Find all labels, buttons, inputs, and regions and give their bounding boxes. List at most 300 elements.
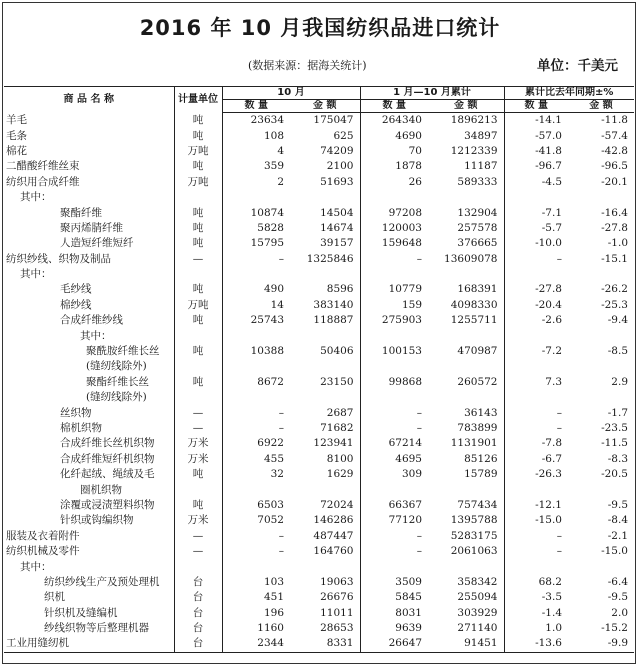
cell-month-qty (222, 267, 290, 282)
table-row (4, 405, 634, 420)
cell-name: 圈机织物 (80, 483, 122, 496)
table-row (4, 113, 634, 129)
cell-month-qty: 451 (222, 590, 290, 605)
cell-yoy-qty: -2.6 (504, 313, 568, 328)
header-month-qty: 数 量 (222, 100, 290, 113)
header-cum-qty: 数 量 (360, 100, 428, 113)
cell-unit: — (174, 421, 222, 436)
cell-unit: 台 (174, 590, 222, 605)
cell-name: 化纤起绒、绳绒及毛 (60, 468, 155, 481)
cell-cum-qty: 26 (360, 175, 428, 190)
cell-unit: 吨 (174, 221, 222, 236)
cell-cum-amount: 783899 (457, 422, 498, 434)
cell-cum-qty (360, 190, 428, 205)
cell-yoy-qty: -7.8 (504, 436, 568, 451)
cell-yoy-amount: -9.9 (568, 636, 634, 652)
cell-cum-amount: 34897 (464, 129, 498, 142)
cell-cum-qty: 67214 (360, 436, 428, 451)
cell-cum-amount (428, 559, 504, 574)
table-row (4, 190, 634, 205)
cell-cum-amount: 260572 (457, 375, 498, 388)
header-yoy-amount: 金 额 (568, 100, 634, 113)
cell-yoy-qty: – (504, 421, 568, 436)
cell-yoy-qty: -12.1 (504, 498, 568, 513)
cell-unit: 万米 (174, 436, 222, 451)
cell-cum-amount: 470987 (457, 345, 498, 358)
cell-cum-amount: 1131901 (450, 437, 498, 450)
cell-cum-amount (428, 190, 504, 205)
cell-yoy-qty (504, 559, 568, 574)
cell-cum-amount: 15789 (464, 468, 498, 481)
cell-name: 其中： (20, 560, 52, 573)
cell-unit (174, 482, 222, 497)
cell-yoy-qty: – (504, 405, 568, 420)
cell-yoy-amount: -27.8 (601, 221, 628, 234)
cell-unit: — (174, 252, 222, 267)
cell-name: 聚酯纤维长丝 (86, 375, 149, 388)
cell-cum-amount (428, 390, 504, 405)
cell-unit: 万吨 (174, 175, 222, 190)
cell-month-amount: 72024 (320, 498, 354, 511)
cell-month-qty: 196 (222, 606, 290, 621)
table-row (4, 436, 634, 451)
cell-month-amount (290, 328, 360, 343)
cell-cum-amount: 1395788 (450, 514, 498, 527)
cell-cum-amount (428, 359, 504, 374)
cell-name: 合成纤维长丝机织物 (60, 437, 155, 450)
cell-yoy-amount (568, 390, 634, 405)
cell-month-amount (290, 267, 360, 282)
cell-cum-qty: 5845 (360, 590, 428, 605)
cell-cum-qty: – (360, 544, 428, 559)
cell-month-amount: 26676 (320, 591, 354, 604)
cell-month-amount: 14674 (320, 221, 354, 234)
table-row (4, 498, 634, 513)
cell-month-amount: 23150 (320, 375, 354, 388)
cell-yoy-qty: -96.7 (504, 159, 568, 174)
cell-cum-amount: 5283175 (450, 529, 498, 542)
cell-yoy-amount: -15.0 (601, 545, 628, 558)
cell-month-qty: 25743 (222, 313, 290, 328)
cell-yoy-amount: -9.4 (607, 314, 628, 327)
cell-yoy-qty: -57.0 (504, 128, 568, 143)
cell-unit: — (174, 529, 222, 544)
cell-unit: 吨 (174, 282, 222, 297)
cell-yoy-qty: – (504, 529, 568, 544)
cell-month-qty: 1160 (222, 621, 290, 636)
cell-month-amount: 487447 (313, 529, 354, 542)
cell-yoy-amount (568, 359, 634, 374)
cell-cum-qty: 4695 (360, 452, 428, 467)
cell-unit: 吨 (174, 375, 222, 390)
cell-month-amount (290, 190, 360, 205)
cell-month-qty: – (222, 421, 290, 436)
table-row (4, 606, 634, 621)
cell-name: 织机 (44, 591, 65, 604)
table-row (4, 421, 634, 436)
table-row (4, 313, 634, 328)
cell-unit: 吨 (174, 236, 222, 251)
cell-yoy-amount: -1.0 (607, 237, 628, 250)
cell-name: 其中： (20, 191, 52, 204)
cell-cum-qty: 159 (360, 298, 428, 313)
cell-unit: 吨 (174, 467, 222, 482)
cell-cum-qty (360, 390, 428, 405)
cell-cum-amount (428, 267, 504, 282)
cell-cum-amount: 376665 (457, 237, 498, 250)
cell-yoy-amount (568, 482, 634, 497)
table-row (4, 621, 634, 636)
cell-month-amount: 146286 (313, 514, 354, 527)
cell-name: (缝纫线除外) (86, 391, 147, 404)
cell-yoy-qty: 68.2 (504, 575, 568, 590)
cell-yoy-qty: -5.7 (504, 221, 568, 236)
cell-unit: 吨 (174, 205, 222, 220)
cell-cum-amount: 85126 (464, 452, 498, 465)
cell-unit: 吨 (174, 113, 222, 129)
cell-yoy-qty (504, 390, 568, 405)
cell-month-amount (290, 482, 360, 497)
cell-month-amount: 8100 (326, 452, 354, 465)
cell-yoy-qty: -7.2 (504, 344, 568, 359)
cell-cum-qty: 77120 (360, 513, 428, 528)
cell-unit: 吨 (174, 344, 222, 359)
cell-month-amount: 383140 (313, 298, 354, 311)
cell-month-qty: 8672 (222, 375, 290, 390)
cell-unit: 吨 (174, 498, 222, 513)
cell-month-qty: – (222, 252, 290, 267)
cell-month-qty: 23634 (222, 113, 290, 129)
cell-cum-qty: 26647 (360, 636, 428, 652)
cell-yoy-qty (504, 267, 568, 282)
cell-month-amount: 2100 (326, 160, 354, 173)
cell-yoy-amount (568, 267, 634, 282)
cell-month-qty: 108 (222, 128, 290, 143)
cell-unit: 台 (174, 606, 222, 621)
cell-name: 纱线织物等后整理机器 (44, 622, 149, 635)
cell-month-amount: 1325846 (306, 252, 354, 265)
header-cumulative: 1 月—10 月累计 (360, 87, 504, 100)
header-name: 商 品 名 称 (4, 87, 174, 113)
cell-yoy-amount: -26.2 (601, 283, 628, 296)
cell-month-amount: 28653 (320, 622, 354, 635)
cell-name: 聚丙烯腈纤维 (60, 221, 123, 234)
cell-yoy-amount: -25.3 (601, 298, 628, 311)
cell-yoy-qty: -7.1 (504, 205, 568, 220)
cell-cum-qty (360, 359, 428, 374)
cell-cum-amount: 2061063 (450, 545, 498, 558)
cell-yoy-qty: -27.8 (504, 282, 568, 297)
cell-yoy-qty: -14.1 (504, 113, 568, 129)
cell-cum-amount: 91451 (428, 636, 504, 652)
table-row (4, 267, 634, 282)
cell-cum-amount: 1212339 (450, 144, 498, 157)
cell-yoy-qty: -20.4 (504, 298, 568, 313)
table-row (4, 559, 634, 574)
cell-month-qty: 10874 (222, 205, 290, 220)
table-row (4, 298, 634, 313)
cell-month-amount: 74209 (320, 144, 354, 157)
cell-yoy-amount: -9.5 (607, 591, 628, 604)
cell-yoy-amount: -15.1 (601, 252, 628, 265)
cell-month-qty: 2344 (222, 636, 290, 652)
cell-yoy-amount: -16.4 (601, 206, 628, 219)
cell-cum-qty: 120003 (360, 221, 428, 236)
cell-month-amount: 50406 (320, 345, 354, 358)
cell-yoy-qty: -26.3 (504, 467, 568, 482)
cell-yoy-amount: -6.4 (607, 575, 628, 588)
cell-month-qty: 455 (222, 452, 290, 467)
cell-cum-amount: 303929 (457, 606, 498, 619)
table-row (4, 159, 634, 174)
cell-cum-qty (360, 328, 428, 343)
cell-month-qty (222, 559, 290, 574)
table-row (4, 544, 634, 559)
cell-cum-qty: – (360, 529, 428, 544)
cell-cum-amount: 1255711 (450, 314, 498, 327)
cell-month-amount: 2687 (326, 406, 354, 419)
cell-month-qty: 490 (222, 282, 290, 297)
cell-cum-amount (428, 328, 504, 343)
cell-cum-qty: 1878 (360, 159, 428, 174)
cell-month-amount: 19063 (320, 575, 354, 588)
cell-cum-amount: 11187 (464, 160, 498, 173)
cell-yoy-amount: -96.5 (601, 160, 628, 173)
table-row (4, 636, 634, 652)
cell-month-qty: – (222, 405, 290, 420)
cell-unit (174, 390, 222, 405)
cell-name: 棉机织物 (60, 422, 102, 434)
cell-month-amount (290, 559, 360, 574)
header-row-top (4, 87, 634, 100)
cell-cum-qty: – (360, 405, 428, 420)
cell-name: 人造短纤维短纤 (60, 237, 134, 250)
cell-month-amount: 39157 (320, 237, 354, 250)
cell-name: 合成纤维纱线 (60, 314, 123, 327)
cell-month-qty: 4 (222, 144, 290, 159)
cell-unit: — (174, 405, 222, 420)
cell-month-qty: 5828 (222, 221, 290, 236)
cell-cum-qty: 99868 (360, 375, 428, 390)
table-row (4, 375, 634, 390)
cell-name: 毛条 (6, 129, 27, 142)
cell-yoy-amount (568, 328, 634, 343)
unit-label: 单位：千美元 (537, 58, 618, 74)
cell-name: 服装及衣着附件 (6, 529, 80, 542)
header-unit: 计量单位 (174, 87, 222, 113)
table-row (4, 221, 634, 236)
import-statistics-table (4, 86, 634, 653)
cell-unit (174, 328, 222, 343)
cell-name: 工业用缝纫机 (4, 636, 174, 652)
cell-unit (174, 359, 222, 374)
cell-month-qty: 15795 (222, 236, 290, 251)
cell-unit (174, 559, 222, 574)
cell-yoy-qty: 1.0 (504, 621, 568, 636)
cell-name: 聚酯纤维 (60, 206, 102, 219)
cell-month-qty (222, 390, 290, 405)
cell-yoy-qty: -6.7 (504, 452, 568, 467)
cell-cum-amount: 757434 (457, 498, 498, 511)
cell-month-amount (290, 390, 360, 405)
table-row (4, 128, 634, 143)
cell-month-qty (222, 190, 290, 205)
cell-yoy-qty: -1.4 (504, 606, 568, 621)
header-yoy-qty: 数 量 (504, 100, 568, 113)
cell-name: 棉纱线 (60, 298, 92, 311)
cell-unit: 万米 (174, 513, 222, 528)
cell-month-qty: 6922 (222, 436, 290, 451)
cell-cum-amount: 36143 (464, 406, 498, 419)
cell-month-qty: 359 (222, 159, 290, 174)
table-row (4, 205, 634, 220)
cell-unit: 台 (174, 621, 222, 636)
cell-yoy-amount: -9.5 (607, 498, 628, 511)
cell-yoy-qty: -15.0 (504, 513, 568, 528)
cell-name: 其中： (20, 268, 52, 281)
cell-cum-amount: 358342 (457, 575, 498, 588)
cell-yoy-amount: -20.5 (601, 468, 628, 481)
cell-cum-amount: 4098330 (450, 298, 498, 311)
header-cum-amount: 金 额 (428, 100, 504, 113)
cell-month-amount: 11011 (320, 606, 354, 619)
cell-month-qty (222, 482, 290, 497)
cell-name: 纺织机械及零件 (6, 545, 80, 558)
cell-cum-qty (360, 559, 428, 574)
cell-name: 羊毛 (6, 113, 27, 126)
table-row (4, 175, 634, 190)
cell-yoy-qty (504, 482, 568, 497)
cell-month-qty: 10388 (222, 344, 290, 359)
cell-cum-qty: 97208 (360, 205, 428, 220)
cell-cum-amount: 589333 (457, 175, 498, 188)
cell-yoy-amount: -57.4 (601, 129, 628, 142)
cell-cum-qty: 8031 (360, 606, 428, 621)
header-month-amount: 金 额 (290, 100, 360, 113)
cell-unit: 吨 (174, 313, 222, 328)
table-row (4, 513, 634, 528)
cell-month-amount: 71682 (320, 422, 354, 434)
cell-yoy-amount: -23.5 (601, 422, 628, 434)
cell-yoy-amount: 2.9 (611, 375, 628, 388)
cell-month-amount: 1629 (326, 468, 354, 481)
table-row (4, 590, 634, 605)
cell-cum-qty: 100153 (360, 344, 428, 359)
table-row (4, 482, 634, 497)
cell-month-amount (290, 359, 360, 374)
table-row (4, 282, 634, 297)
table-row (4, 529, 634, 544)
cell-yoy-amount (568, 559, 634, 574)
cell-month-amount: 175047 (313, 114, 354, 127)
cell-unit: 吨 (174, 128, 222, 143)
cell-yoy-amount: -15.2 (601, 622, 628, 635)
cell-unit: 万吨 (174, 298, 222, 313)
cell-name: 合成纤维短纤机织物 (60, 452, 155, 465)
cell-cum-amount: 271140 (457, 622, 498, 635)
cell-yoy-amount: -11.8 (601, 114, 628, 127)
cell-yoy-qty (504, 359, 568, 374)
cell-unit: 吨 (174, 159, 222, 174)
cell-cum-qty: 159648 (360, 236, 428, 251)
cell-unit: 台 (174, 636, 222, 652)
cell-month-amount: 164760 (313, 545, 354, 558)
cell-yoy-amount: -42.8 (601, 144, 628, 157)
cell-yoy-qty: -3.5 (504, 590, 568, 605)
cell-month-amount: 625 (333, 129, 354, 142)
cell-name: 纺织纱线生产及预处理机 (44, 575, 160, 588)
cell-month-amount: 8331 (290, 636, 360, 652)
cell-yoy-qty: -13.6 (504, 636, 568, 652)
cell-yoy-amount: -8.3 (607, 452, 628, 465)
cell-month-qty: 32 (222, 467, 290, 482)
cell-month-amount: 51693 (320, 175, 354, 188)
cell-yoy-amount: -11.5 (601, 437, 628, 450)
table-body (4, 113, 634, 653)
cell-unit: — (174, 544, 222, 559)
cell-month-qty: – (222, 544, 290, 559)
cell-name: 丝织物 (60, 406, 92, 419)
cell-name: 涂覆或浸渍塑料织物 (60, 498, 155, 511)
cell-name: 针织或钩编织物 (60, 514, 134, 527)
cell-month-amount: 14504 (320, 206, 354, 219)
cell-name: 纺织用合成纤维 (6, 175, 80, 188)
table-row (4, 328, 634, 343)
cell-month-amount: 123941 (313, 437, 354, 450)
cell-yoy-qty: 7.3 (504, 375, 568, 390)
cell-month-qty: 6503 (222, 498, 290, 513)
table-row (4, 252, 634, 267)
cell-month-amount: 118887 (313, 314, 354, 327)
data-source-note: (数据来源：据海关统计) (248, 59, 367, 72)
cell-month-qty (222, 359, 290, 374)
cell-cum-amount: 255094 (457, 591, 498, 604)
cell-name: 聚酰胺纤维长丝 (86, 345, 160, 358)
cell-cum-qty: 10779 (360, 282, 428, 297)
cell-unit: 万米 (174, 452, 222, 467)
cell-yoy-amount: -1.7 (607, 406, 628, 419)
cell-month-qty: – (222, 529, 290, 544)
table-row (4, 359, 634, 374)
table-row (4, 467, 634, 482)
cell-cum-qty (360, 267, 428, 282)
cell-cum-qty: 4690 (360, 128, 428, 143)
cell-cum-amount: 168391 (457, 283, 498, 296)
cell-unit (174, 267, 222, 282)
cell-unit (174, 190, 222, 205)
cell-cum-qty: 309 (360, 467, 428, 482)
cell-name: 其中： (80, 329, 112, 342)
cell-cum-qty: 70 (360, 144, 428, 159)
cell-name: 毛纱线 (60, 283, 92, 296)
cell-cum-qty: – (360, 252, 428, 267)
cell-month-amount: 8596 (326, 283, 354, 296)
header-yoy: 累计比去年同期±% (504, 87, 634, 100)
table-row (4, 452, 634, 467)
cell-unit: 万吨 (174, 144, 222, 159)
cell-cum-amount: 1896213 (450, 114, 498, 127)
cell-cum-qty: 264340 (360, 113, 428, 129)
cell-yoy-amount: -8.5 (607, 345, 628, 358)
page-title: 2016 年 10 月我国纺织品进口统计 (139, 16, 501, 40)
cell-yoy-qty: – (504, 252, 568, 267)
cell-yoy-qty: -41.8 (504, 144, 568, 159)
cell-yoy-qty (504, 190, 568, 205)
cell-yoy-qty: -4.5 (504, 175, 568, 190)
cell-yoy-amount: -2.1 (607, 529, 628, 542)
cell-unit: 台 (174, 575, 222, 590)
cell-cum-qty: 66367 (360, 498, 428, 513)
